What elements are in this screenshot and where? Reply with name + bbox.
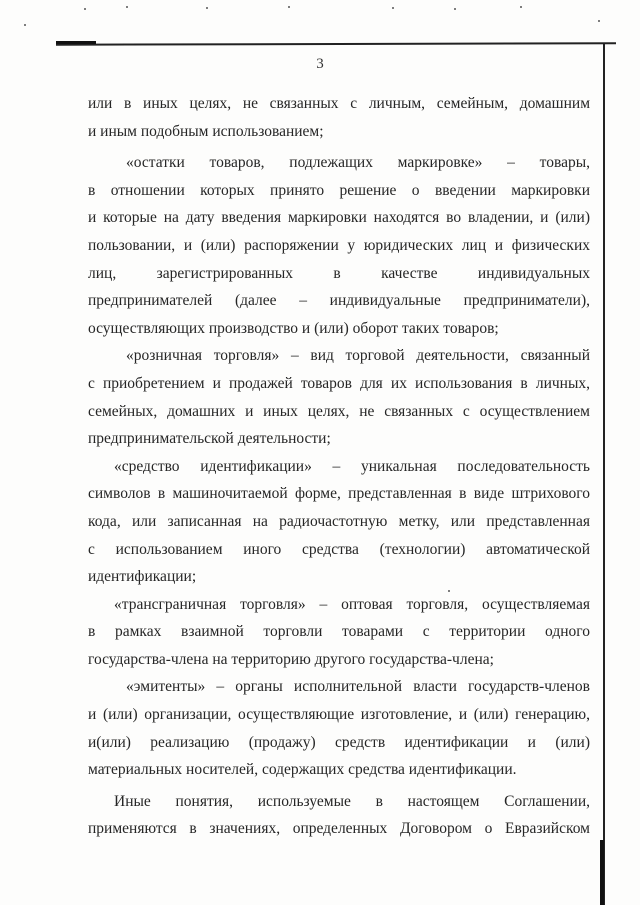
text-line: Иные понятия, используемые в настоящем Соглашении, [114,792,590,810]
scan-speck [454,8,456,10]
scan-speck [520,6,522,8]
text-line: «трансграничная торговля» – оптовая торговля, осуществляемая [114,595,590,613]
scan-speck [288,6,290,8]
text-line: с использованием иного средства (технологии) автоматической [88,540,590,558]
text-line: и (или) организации, осуществляющие изготовление, и (или) генерацию, [88,706,590,724]
text-line: символов в машиночитаемой форме, представленная в виде штрихового [88,485,590,503]
text-line: с приобретением и продажей товаров для их использования в личных, [88,374,590,392]
text-line: семейных, домашних и иных целях, не связанных с осуществлением [88,402,590,420]
text-line: «средство идентификации» – уникальная последовательность [114,457,590,475]
text-line: предпринимательской деятельности; [88,430,331,448]
text-line: и(или) реализацию (продажу) средств идентификации и (или) [88,733,590,751]
text-line: в отношении которых принято решение о введении маркировки [88,181,590,199]
text-line: применяются в значениях, определенных Договором о Евразийском [88,820,590,838]
scan-speck [598,20,600,22]
text-line: «эмитенты» – органы исполнительной власти государств-членов [126,678,590,696]
text-line: в рамках взаимной торговли товарами с территории одного [88,623,590,641]
page-edge-right [603,44,605,905]
page-edge-top [56,42,616,45]
scan-speck [24,24,26,26]
text-line: материальных носителей, содержащих средства идентификации. [88,761,517,779]
text-line: «остатки товаров, подлежащих маркировке» – товары, [126,154,590,172]
scan-speck [84,8,86,10]
text-line: или в иных целях, не связанных с личным, семейным, домашним [88,95,590,112]
text-line: пользовании, и (или) распоряжении у юридических лиц и физических [88,236,590,254]
text-line: и которые на дату введения маркировки находятся во владении, и (или) [88,209,590,227]
scan-speck [392,7,394,9]
scan-speck [206,7,208,9]
text-line: государства-члена на территорию другого государства-члена; [88,650,494,668]
text-line: «розничная торговля» – вид торговой деятельности, связанный [126,347,590,365]
text-line: предпринимателей (далее – индивидуальные предприниматели), [88,292,590,310]
page-edge-right-shadow [600,840,604,905]
scan-speck [126,6,128,8]
text-line: осуществляющих производство и (или) оборот таких товаров; [88,319,499,337]
page-edge-corner [56,41,96,44]
text-line: лиц, зарегистрированных в качестве индивидуальных [88,264,590,282]
text-line: идентификации; [88,568,197,586]
page-number: 3 [316,56,324,72]
document-body [88,90,590,843]
text-line: кода, или записанная на радиочастотную метку, или представленная [88,512,590,530]
text-line: и иным подобным использованием; [88,122,324,140]
